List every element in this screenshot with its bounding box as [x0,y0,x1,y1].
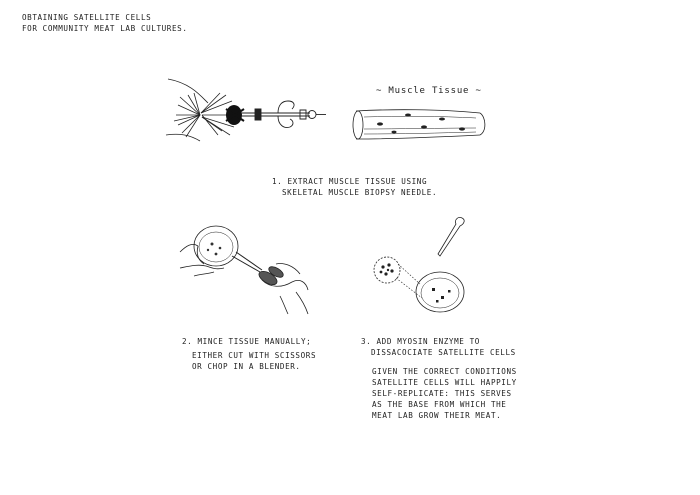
title-line-2: FOR COMMUNITY MEAT LAB CULTURES. [22,24,188,33]
muscle-tissue-illustration [350,105,490,147]
biopsy-needle-illustration [160,75,335,165]
step3-note-line-5: MEAT LAB GROW THEIR MEAT. [372,411,502,420]
muscle-tissue-label: ~ Muscle Tissue ~ [376,86,482,96]
step3-line-1: 3. ADD MYOSIN ENZYME TO [361,337,480,346]
step3-note-line-4: AS THE BASE FROM WHICH THE [372,400,507,409]
enzyme-dish-illustration [368,214,478,314]
step3-note-line-3: SELF-REPLICATE: THIS SERVES [372,389,512,398]
step3-note-line-1: GIVEN THE CORRECT CONDITIONS [372,367,517,376]
title-line-1: OBTAINING SATELLITE CELLS [22,13,152,22]
step2-line-1: 2. MINCE TISSUE MANUALLY; [182,337,312,346]
step3-note-line-2: SATELLITE CELLS WILL HAPPILY [372,378,517,387]
step1-line-2: SKELETAL MUSCLE BIOPSY NEEDLE. [282,188,438,197]
step2-line-3: OR CHOP IN A BLENDER. [192,362,301,371]
step3-line-2: DISSACOCIATE SATELLITE CELLS [371,348,516,357]
step1-line-1: 1. EXTRACT MUSCLE TISSUE USING [272,177,428,186]
step2-line-2: EITHER CUT WITH SCISSORS [192,351,317,360]
mincing-hands-illustration [176,216,326,316]
